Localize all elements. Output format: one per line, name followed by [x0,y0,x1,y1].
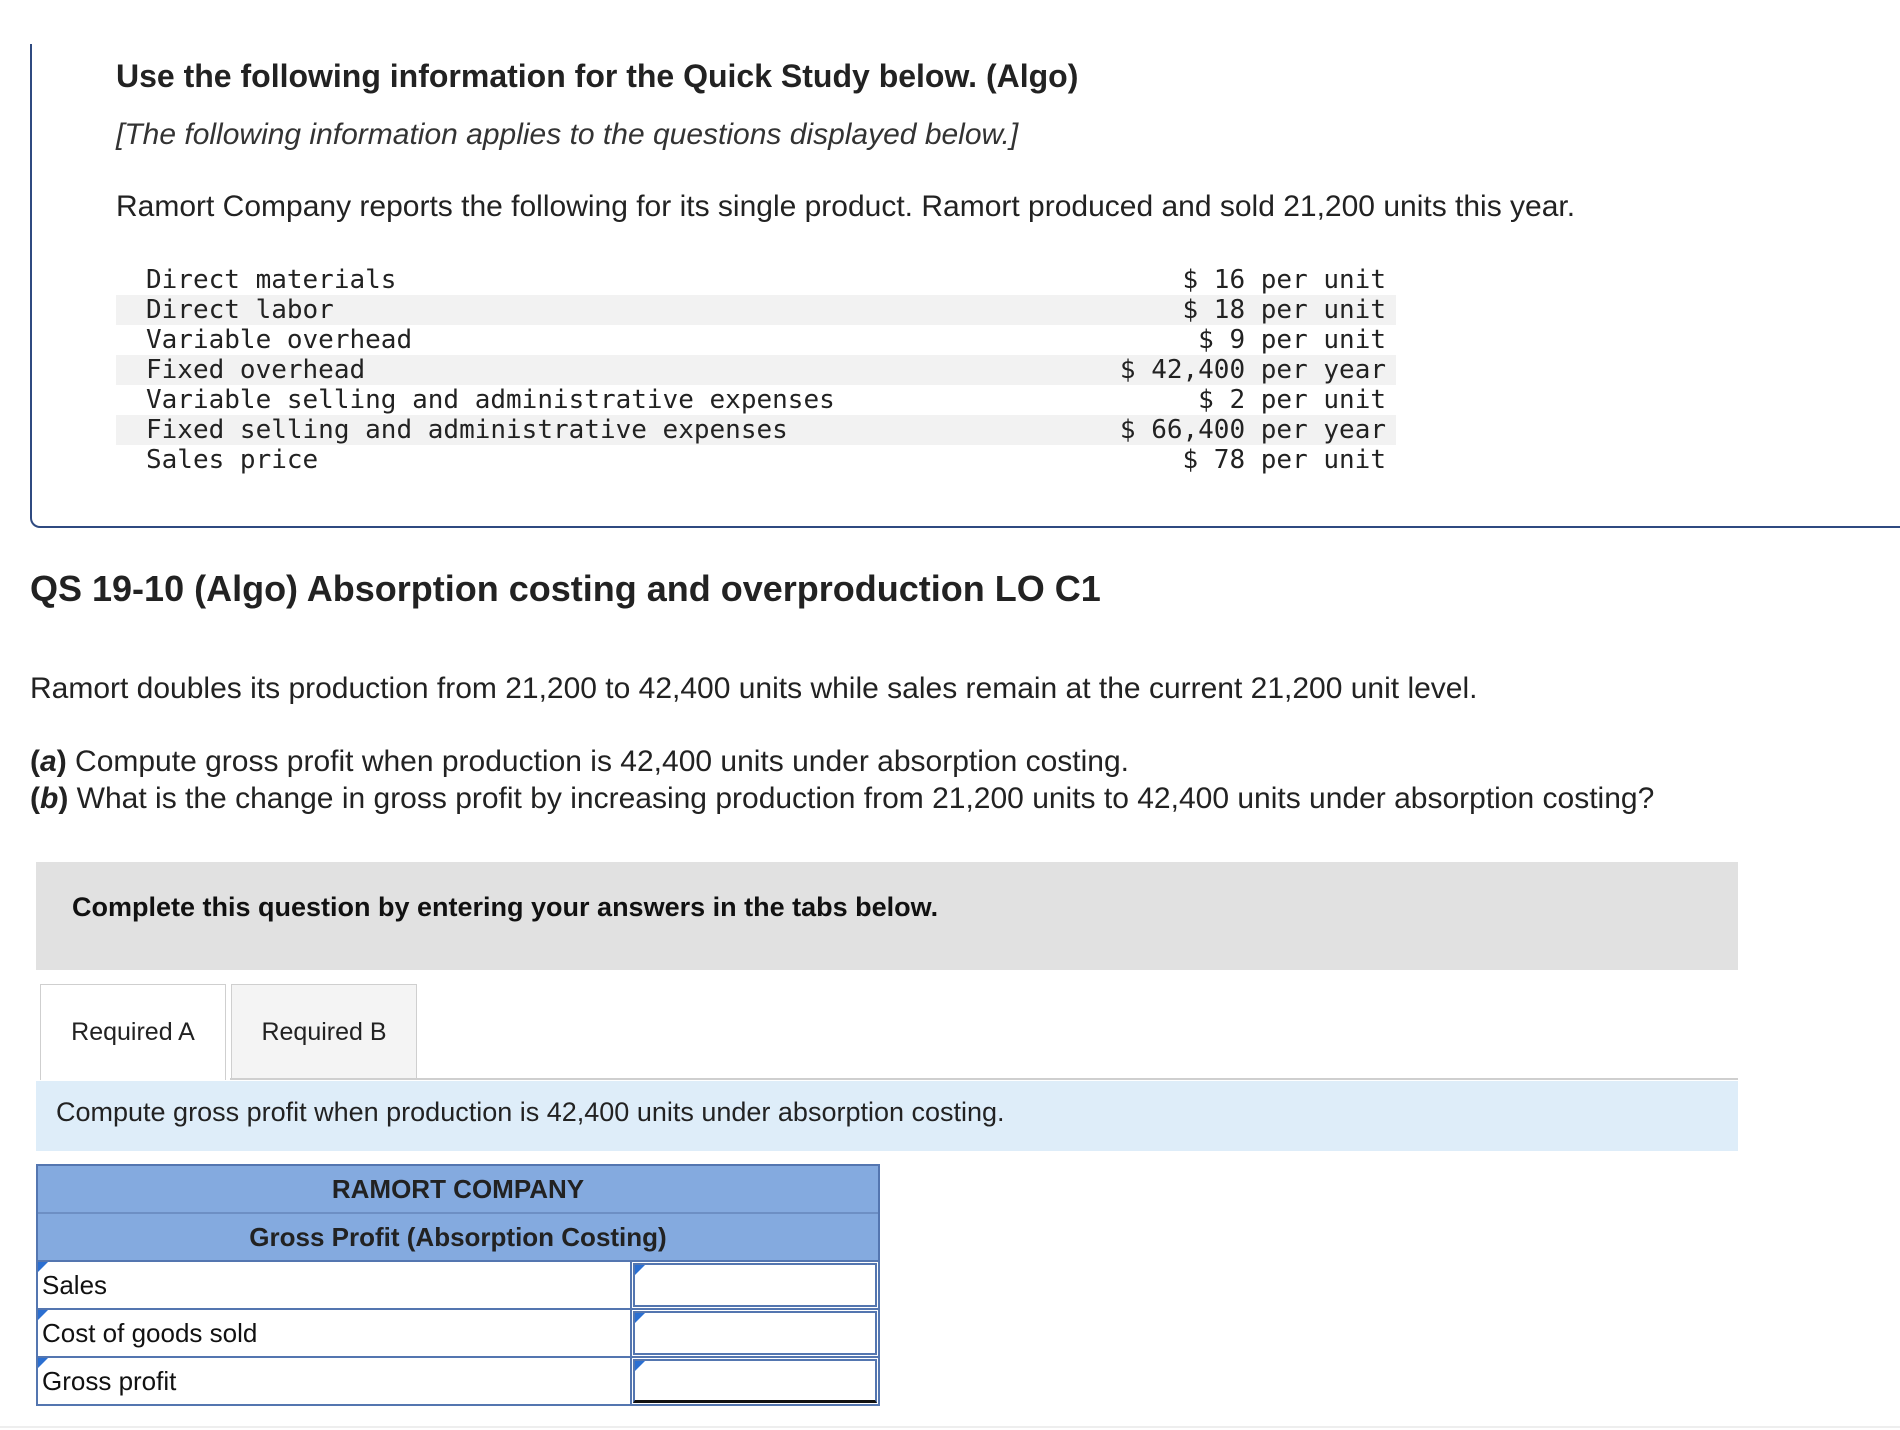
gross-profit-table [36,1164,880,1406]
table-company-header: RAMORT COMPANY [38,1166,878,1214]
sales-label [38,1262,632,1308]
cost-label: Fixed selling and administrative expenses [146,415,788,445]
question-statement: Ramort doubles its production from 21,200 to 42,400 units while sales remain at the current 21,200 unit level. [30,672,1478,705]
cost-row [116,415,1396,445]
part-b-marker: b [40,782,59,815]
row-label: Sales [42,1269,108,1300]
part-a-text: Compute gross profit when production is 42,400 units under absorption costing. [75,745,1129,778]
instructions-text: Complete this question by entering your answers in the tabs below. [72,892,939,922]
table-row [38,1356,878,1404]
info-subtitle: [The following information applies to the questions displayed below.] [116,118,1019,151]
row-label: Cost of goods sold [42,1317,258,1348]
cost-value: $ 2 per unit [1198,385,1386,415]
gross-profit-input[interactable] [633,1359,877,1403]
cost-row [116,325,1396,355]
cost-value: $ 16 per unit [1182,265,1386,295]
cost-label: Fixed overhead [146,355,366,385]
tab-required-a[interactable]: Required A [40,984,226,1080]
cost-table [116,265,1396,475]
cost-label: Variable overhead [146,325,413,355]
table-row [38,1308,878,1356]
tab-required-b[interactable]: Required B [231,984,417,1080]
info-title: Use the following information for the Quick Study below. (Algo) [116,58,1079,94]
table-title-header: Gross Profit (Absorption Costing) [38,1214,878,1260]
corner-marker-icon [38,1310,48,1320]
question-title: QS 19-10 (Algo) Absorption costing and overproduction LO C1 [30,568,1101,609]
cost-value: $ 78 per unit [1182,445,1386,475]
sales-input[interactable] [633,1263,877,1307]
part-a: (a) Compute gross profit when production is 42,400 units under absorption costing. [30,745,1129,778]
cost-label: Direct materials [146,265,397,295]
cost-label: Direct labor [146,295,334,325]
cost-row [116,385,1396,415]
corner-marker-icon [635,1265,645,1275]
cost-label: Variable selling and administrative expenses [146,385,835,415]
page-bottom-divider [0,1426,1900,1428]
corner-marker-icon [38,1262,48,1272]
table-row [38,1260,878,1308]
part-b: (b) What is the change in gross profit by increasing production from 21,200 units to 42,400 units under absorption costing? [30,782,1655,815]
corner-marker-icon [38,1358,48,1368]
part-a-marker: a [40,745,57,778]
cogs-label [38,1310,632,1356]
corner-marker-icon [635,1361,645,1371]
cost-value: $ 42,400 per year [1119,355,1386,385]
gross-profit-label [38,1358,632,1404]
tab-divider [230,1078,1738,1080]
tab-bar [40,984,417,1080]
cost-value: $ 18 per unit [1182,295,1386,325]
cost-value: $ 66,400 per year [1119,415,1386,445]
cost-label: Sales price [146,445,319,475]
cost-row [116,445,1396,475]
instructions-bar [36,862,1738,970]
cost-row [116,295,1396,325]
info-intro: Ramort Company reports the following for its single product. Ramort produced and sold 21,200 units this year. [116,190,1576,223]
row-label: Gross profit [42,1365,177,1396]
cost-row [116,355,1396,385]
prompt-text: Compute gross profit when production is 42,400 units under absorption costing. [56,1097,1005,1127]
prompt-bar [36,1081,1738,1151]
corner-marker-icon [635,1313,645,1323]
cogs-input[interactable] [633,1311,877,1355]
cost-row [116,265,1396,295]
part-b-text: What is the change in gross profit by increasing production from 21,200 units to 42,400 units under absorption costing? [76,782,1655,815]
cost-value: $ 9 per unit [1198,325,1386,355]
